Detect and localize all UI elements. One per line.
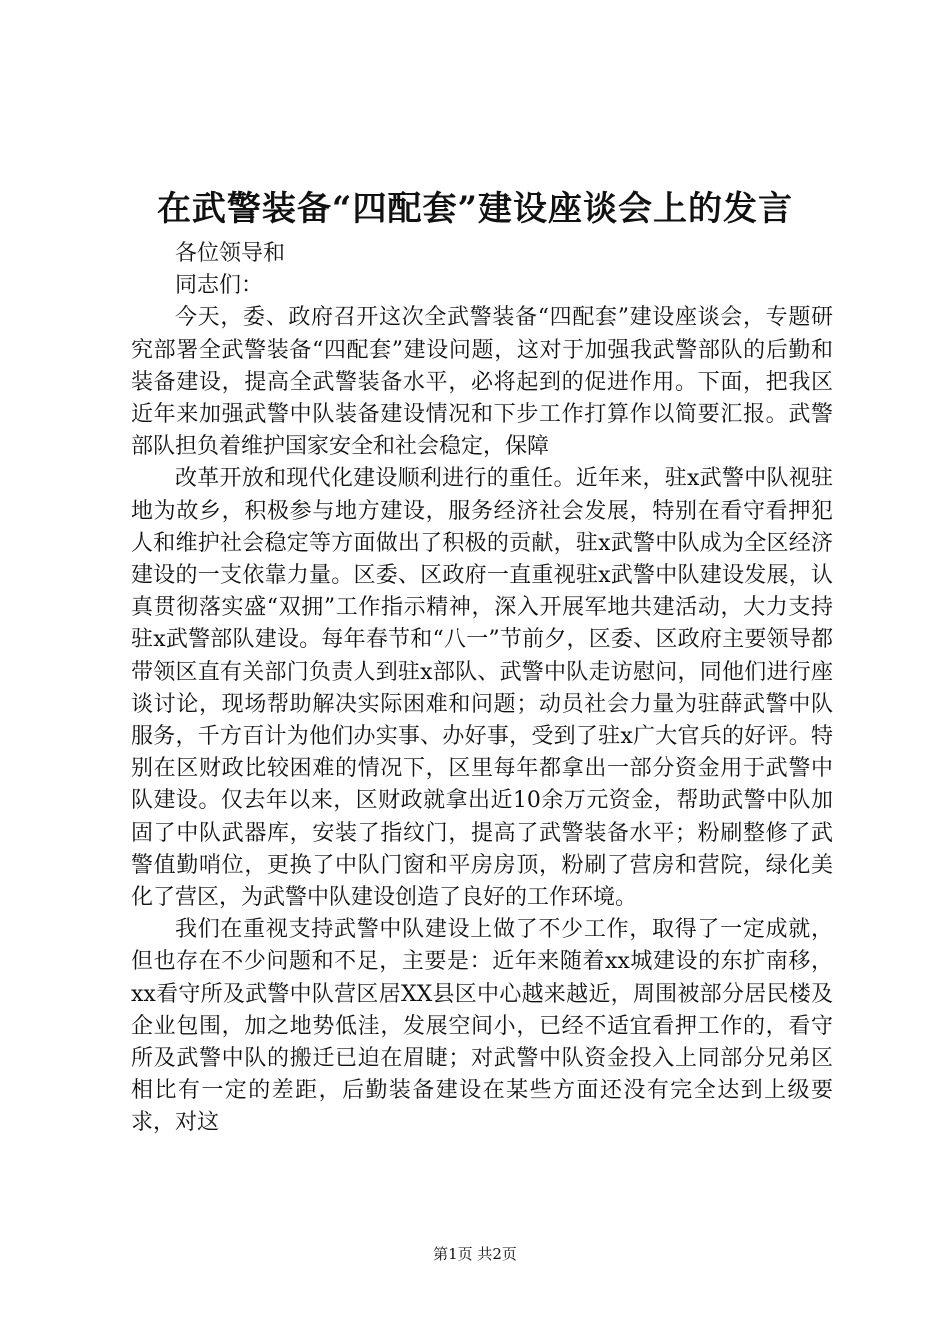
paragraph-problems: 我们在重视支持武警中队建设上做了不少工作，取得了一定成就，但也存在不少问题和不足，主要是：近年来随着xx城建设的东扩南移，xx看守所及武警中队营区居XX县区中心越来越近，周围被部分居民楼及企业包围，加之地势低洼，发展空间小，已经不适宜看押工作的，看守所及武警中队的搬迁已迫在眉睫；对武警中队资金投入上同部分兄弟区相比有一定的差距，后勤装备建设在某些方面还没有完全达到上级要求，对这 — [131, 917, 833, 1136]
paragraph-achievements: 改革开放和现代化建设顺利进行的重任。近年来，驻x武警中队视驻地为故乡，积极参与地方建设，服务经济社会发展，特别在看守看押犯人和维护社会稳定等方面做出了积极的贡献，驻x武警中队成为全区经济建设的一支依靠力量。区委、区政府一直重视驻x武警中队建设发展，认真贯彻落实盛“双拥”工作指示精神，深入开展军地共建活动，大力支持驻x武警部队建设。每年春节和“八一”节前夕，区委、区政府主要领导都带领区直有关部门负责人到驻x部队、武警中队走访慰问，同他们进行座谈讨论，现场帮助解决实际困难和问题；动员社会力量为驻薛武警中队服务，千方百计为他们办实事、办好事，受到了驻x广大官兵的好评。特别在区财政比较困难的情况下，区里每年都拿出一部分资金用于武警中队建设。仅去年以来，区财政就拿出近10余万元资金，帮助武警中队加固了中队武器库，安装了指纹门，提高了武警装备水平；粉刷整修了武警值勤哨位，更换了中队门窗和平房房顶，粉刷了营房和营院，绿化美化了营区，为武警中队建设创造了良好的工作环境。 — [131, 466, 833, 911]
document-title: 在武警装备“四配套”建设座谈会上的发言 — [156, 189, 794, 229]
salutation-line-1: 各位领导和 — [175, 241, 286, 266]
paragraph-intro: 今天，委、政府召开这次全武警装备“四配套”建设座谈会，专题研究部署全武警装备“四配套”建设问题，这对于加强我武警部队的后勤和装备建设，提高全武警装备水平，必将起到的促进作用。下面，把我区近年来加强武警中队装备建设情况和下步工作打算作以简要汇报。武警部队担负着维护国家安全和社会稳定，保障 — [131, 305, 833, 460]
salutation-line-2: 同志们： — [175, 273, 264, 299]
page-number-footer: 第1页 共2页 — [433, 1245, 517, 1263]
document-body — [131, 238, 833, 1140]
